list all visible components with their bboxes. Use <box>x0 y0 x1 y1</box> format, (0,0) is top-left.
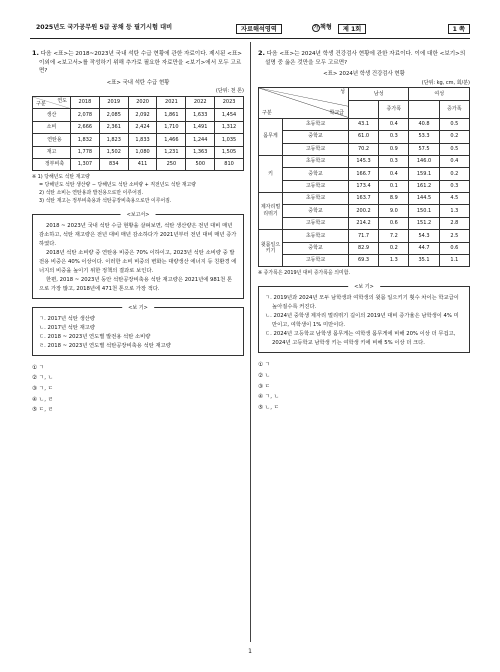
q2-bogi-box <box>258 286 470 353</box>
bogi-title: <보 기> <box>122 304 154 313</box>
report-title: <보고서> <box>121 211 156 220</box>
q1-table-unit: (단위: 천 톤) <box>215 88 244 95</box>
bogi-item: ㄱ. 2017년 석탄 생산량 <box>39 315 96 322</box>
answer-option[interactable]: ② ㄱ, ㄴ <box>32 375 54 382</box>
q2-table: 성 학교급 구분 남성 여성 증가폭 증가폭 몸무게 초등학교 43.1 0.4 40.8 0.5 중학교 61.0 0.3 53.3 0.2 고등학교 70.2 0.9 57.5 0.5 키 초등학교 145.3 0.3 146.0 0.4 중학교 166.7 0.4 159.1 0.2 고등학교 173.4 0.1 161.2 0.3 제자리멀리뛰기 초등학교 163.7 8.9 144.5 4.5 중학교 200.2 9.0 150.1 1.3 고등학교 214.2 0.6 151.2 2.8 윗몸일으키기 초등학교 71.7 7.2 54.3 2.5 중학교 82.9 0.2 44.7 0.6 고등학교 69.3 1.3 35.1 1.1 <box>258 87 470 267</box>
bogi-title: <보 기> <box>348 283 380 292</box>
table-row: 윗몸일으키기 초등학교 71.7 7.2 54.3 2.5 <box>259 230 470 242</box>
bogi-item: ㄱ. 2019년과 2024년 모두 남학생과 여학생의 윗몸 일으키기 횟수 차이는 학교급이 높아질수록 커진다. <box>265 295 459 311</box>
table-row: 중학교 166.7 0.4 159.1 0.2 <box>259 168 470 180</box>
q1-stem: 1. 다음 <표>는 2018~2023년 국내 석탄 수급 현황에 관한 자료이다. 제시된 <표> 이외에 <보고서>를 작성하기 위해 추가로 필요한 자료만을 <보기>에서 모두 고르면? <box>32 49 242 75</box>
table-row: 몸무게 초등학교 43.1 0.4 40.8 0.5 <box>259 118 470 130</box>
page-header <box>30 22 470 35</box>
table-row: 정부비축 1,307 834 411 250 500 810 <box>33 158 244 170</box>
bogi-item: ㄴ. 2024년 중학생 제자리 멀리뛰기 길이의 2019년 대비 증가율은 남학생이 4% 미만이고, 여학생이 1% 미만이다. <box>265 313 459 329</box>
page-number: 1 <box>248 648 252 655</box>
q1-corner-cell: 연도 구분 <box>33 97 71 109</box>
answer-option[interactable]: ⑤ ㄷ, ㄹ <box>32 407 54 414</box>
column-divider <box>250 42 251 642</box>
q2-note: ※ 증가폭은 2019년 대비 증가폭을 의미함. <box>258 270 351 277</box>
q1-options <box>32 363 244 416</box>
q2-table-title: <표> 2024년 학생 건강검사 현황 <box>323 71 405 78</box>
report-paragraph: 2018년 석탄 소비량 중 연탄용 비중은 70% 이하이고, 2023년 석탄 소비량 중 발전용 비중은 40% 이상이다. 이러한 소비 비중의 변화는 대량생산 에너지 등 친환경 에너지의 비중을 높이기 위한 정책의 결과로 보인다. <box>39 249 237 274</box>
answer-option[interactable]: ① ㄱ <box>32 364 45 371</box>
answer-option[interactable]: ② ㄴ <box>258 372 271 379</box>
table-row: 중학교 82.9 0.2 44.7 0.6 <box>259 242 470 254</box>
table-row: 키 초등학교 145.3 0.3 146.0 0.4 <box>259 155 470 167</box>
table-row: 소비 2,666 2,361 2,424 1,710 1,491 1,312 <box>33 121 244 133</box>
answer-option[interactable]: ① ㄱ <box>258 362 271 369</box>
answer-option[interactable]: ③ ㄷ <box>258 383 271 390</box>
q1-year: 2022 <box>186 97 215 109</box>
q2-stem: 2. 다음 <표>는 2024년 학생 건강검사 현황에 관한 자료이다. 이에 대한 <보기>의 설명 중 옳은 것만을 모두 고르면? <box>258 49 466 66</box>
q2-options <box>258 360 470 413</box>
q2-female-header: 여성 <box>409 88 470 100</box>
q1-year: 2021 <box>157 97 186 109</box>
bogi-item: ㄷ. 2018 ~ 2023년 연도별 발전용 석탄 소비량 <box>39 333 151 340</box>
q1-year: 2019 <box>99 97 128 109</box>
question-1 <box>32 48 244 416</box>
table-row: 고등학교 173.4 0.1 161.2 0.3 <box>259 180 470 192</box>
bogi-item: ㄴ. 2017년 석탄 재고량 <box>39 324 96 331</box>
table-row: 생산 2,078 2,085 2,092 1,861 1,633 1,454 <box>33 109 244 121</box>
exam-title: 2025년도 국가공무원 5급 공채 등 필기시험 대비 <box>36 24 173 32</box>
q1-table-title: <표> 국내 석탄 수급 현황 <box>106 79 170 86</box>
bogi-item: ㄷ. 2024년 고등학교 남학생 몸무게는 여학생 몸무게에 비해 20% 이상 더 무겁고, 2024년 고등학교 남학생 키는 여학생 키에 비해 5% 이상 더 크다. <box>265 331 456 347</box>
table-row: 중학교 61.0 0.3 53.3 0.2 <box>259 131 470 143</box>
table-row: 고등학교 214.2 0.6 151.2 2.8 <box>259 217 470 229</box>
report-paragraph: 한편, 2018 ~ 2023년 동안 석탄공장비축용 석탄 재고량은 2021년에 981천 톤으로 가장 많고, 2018년에 471천 톤으로 가장 적다. <box>39 276 233 292</box>
q1-notes: ※ 1) 당해년도 석탄 재고량 = 당해년도 석탄 생산량 − 당해년도 석탄 소비량 + 직전년도 석탄 재고량 2) 석탄 소비는 연탄용과 발전용으로만 이루어짐. 3) 석탄 재고는 정부비축용과 석탄공장비축용으로만 이루어짐. <box>32 174 196 204</box>
q1-year: 2020 <box>128 97 157 109</box>
bogi-item: ㄹ. 2018 ~ 2023년 연도별 석탄공장비축용 석탄 재고량 <box>39 342 171 349</box>
table-row: 고등학교 70.2 0.9 57.5 0.5 <box>259 143 470 155</box>
q2-table-unit: (단위: kg, cm, 회/분) <box>421 79 470 86</box>
q1-year: 2018 <box>71 97 100 109</box>
table-row: 고등학교 69.3 1.3 35.1 1.1 <box>259 255 470 267</box>
q1-bogi-box <box>32 304 244 356</box>
type-circle: 가 <box>313 25 319 32</box>
booklet-type <box>308 24 332 32</box>
report-paragraph: 2018 ~ 2023년 국내 석탄 수급 현황을 살펴보면, 석탄 생산량은 전년 대비 매년 감소하고, 석탄 재고량은 전년 대비 매년 감소하다가 2021년부터 전년 대비 매년 증가하였다. <box>39 222 237 247</box>
question-2 <box>258 48 470 413</box>
section-label: 자료해석영역 <box>236 24 282 34</box>
table-row: 중학교 200.2 9.0 150.1 1.3 <box>259 205 470 217</box>
q1-year: 2023 <box>215 97 244 109</box>
q1-table <box>32 96 244 171</box>
table-row: 연탄용 1,832 1,823 1,833 1,466 1,244 1,035 <box>33 134 244 146</box>
q2-male-header: 남성 <box>349 88 409 100</box>
page-label: 1 쪽 <box>448 24 470 34</box>
answer-option[interactable]: ④ ㄴ, ㄹ <box>32 396 54 403</box>
q2-corner-cell: 성 학교급 구분 <box>259 88 349 118</box>
round-label: 제 1회 <box>338 24 366 34</box>
table-row: 재고 1,778 1,502 1,080 1,231 1,363 1,505 <box>33 146 244 158</box>
table-row: 제자리멀리뛰기 초등학교 163.7 8.9 144.5 4.5 <box>259 193 470 205</box>
answer-option[interactable]: ⑤ ㄴ, ㄷ <box>258 404 280 411</box>
q1-report-box <box>32 211 244 299</box>
answer-option[interactable]: ④ ㄱ, ㄴ <box>258 394 280 401</box>
header-rule <box>30 38 470 39</box>
type-suffix: 책형 <box>319 24 332 32</box>
answer-option[interactable]: ③ ㄱ, ㄷ <box>32 385 54 392</box>
